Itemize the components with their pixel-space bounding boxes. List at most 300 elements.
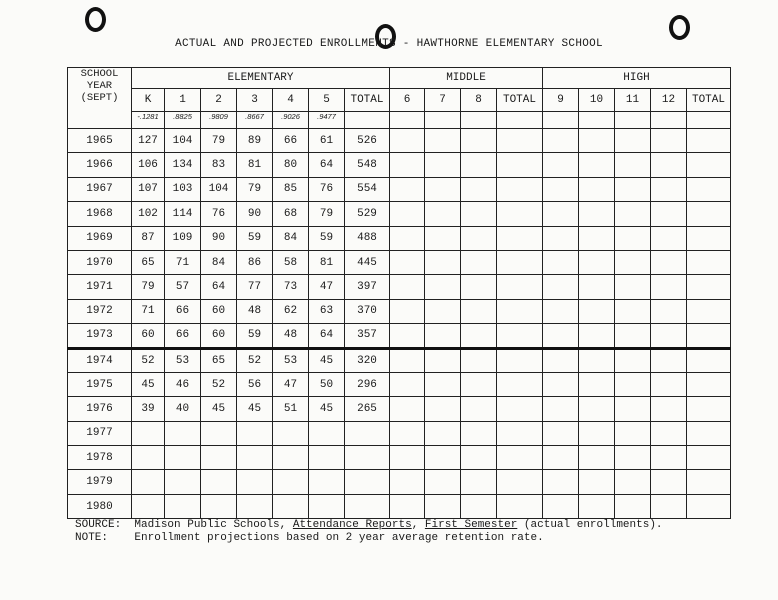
empty-cell <box>461 372 497 396</box>
empty-cell <box>461 299 497 323</box>
elementary-total-cell: 554 <box>345 177 390 201</box>
middle-header: MIDDLE <box>390 68 543 89</box>
empty-cell <box>543 226 579 250</box>
empty-header-cell <box>615 112 651 129</box>
middle-grade-header: 7 <box>425 89 461 112</box>
source-suffix: (actual enrollments). <box>517 519 663 531</box>
empty-cell <box>497 153 543 177</box>
elementary-total-cell: 320 <box>345 348 390 372</box>
empty-cell <box>497 324 543 348</box>
empty-cell <box>461 446 497 470</box>
enrollment-cell <box>309 421 345 445</box>
school-year-header: SCHOOL YEAR (SEPT) <box>68 68 132 129</box>
enrollment-cell: 84 <box>201 250 237 274</box>
empty-cell <box>543 275 579 299</box>
enrollment-cell: 65 <box>201 348 237 372</box>
enrollment-cell: 66 <box>165 299 201 323</box>
source-attendance-reports: Attendance Reports <box>292 519 412 531</box>
empty-cell <box>390 129 425 153</box>
empty-cell <box>579 324 615 348</box>
source-separator: , <box>411 519 425 531</box>
empty-cell <box>425 397 461 421</box>
enrollment-cell: 66 <box>165 324 201 348</box>
enrollment-cell: 76 <box>201 202 237 226</box>
enrollment-cell: 114 <box>165 202 201 226</box>
empty-cell <box>579 446 615 470</box>
enrollment-cell: 52 <box>237 348 273 372</box>
empty-cell <box>497 397 543 421</box>
retention-rate: .9809 <box>201 112 237 129</box>
table-row <box>68 250 731 274</box>
empty-header-cell <box>497 112 543 129</box>
enrollment-cell: 103 <box>165 177 201 201</box>
elementary-total-cell: 529 <box>345 202 390 226</box>
empty-cell <box>579 348 615 372</box>
empty-cell <box>651 299 687 323</box>
table-row <box>68 299 731 323</box>
year-cell: 1971 <box>68 275 132 299</box>
empty-cell <box>461 421 497 445</box>
enrollment-cell: 53 <box>273 348 309 372</box>
empty-cell <box>461 397 497 421</box>
elementary-total-cell: 445 <box>345 250 390 274</box>
empty-cell <box>425 177 461 201</box>
empty-cell <box>390 202 425 226</box>
year-cell: 1968 <box>68 202 132 226</box>
elementary-total-cell: 526 <box>345 129 390 153</box>
empty-cell <box>687 226 731 250</box>
empty-cell <box>497 299 543 323</box>
elementary-total-cell: 370 <box>345 299 390 323</box>
enrollment-cell <box>132 421 165 445</box>
empty-cell <box>461 250 497 274</box>
enrollment-cell <box>309 470 345 494</box>
elementary-total-cell: 296 <box>345 372 390 396</box>
empty-cell <box>615 177 651 201</box>
enrollment-cell: 85 <box>273 177 309 201</box>
empty-cell <box>543 324 579 348</box>
enrollment-cell: 45 <box>132 372 165 396</box>
empty-header-cell <box>345 112 390 129</box>
empty-cell <box>461 470 497 494</box>
empty-cell <box>615 494 651 518</box>
empty-cell <box>390 324 425 348</box>
empty-cell <box>579 177 615 201</box>
retention-rate: .8825 <box>165 112 201 129</box>
note-text: Enrollment projections based on <box>134 532 346 544</box>
empty-cell <box>461 129 497 153</box>
elementary-total-cell: 357 <box>345 324 390 348</box>
empty-cell <box>615 226 651 250</box>
empty-cell <box>615 250 651 274</box>
enrollment-cell: 81 <box>309 250 345 274</box>
empty-cell <box>651 275 687 299</box>
elementary-total-cell: 548 <box>345 153 390 177</box>
empty-cell <box>615 129 651 153</box>
table-row <box>68 324 731 348</box>
enrollment-cell: 90 <box>237 202 273 226</box>
enrollment-cell <box>165 446 201 470</box>
empty-cell <box>579 494 615 518</box>
punch-hole-left <box>85 7 106 32</box>
empty-cell <box>651 226 687 250</box>
enrollment-cell: 59 <box>237 324 273 348</box>
empty-cell <box>687 324 731 348</box>
elementary-total-cell <box>345 421 390 445</box>
year-cell: 1977 <box>68 421 132 445</box>
empty-cell <box>651 324 687 348</box>
year-cell: 1973 <box>68 324 132 348</box>
empty-cell <box>615 202 651 226</box>
table-row <box>68 348 731 372</box>
enrollment-cell: 52 <box>201 372 237 396</box>
empty-cell <box>687 421 731 445</box>
enrollment-cell: 79 <box>201 129 237 153</box>
empty-cell <box>390 470 425 494</box>
elem-grade-header: 4 <box>273 89 309 112</box>
empty-cell <box>687 348 731 372</box>
empty-cell <box>615 299 651 323</box>
empty-header-cell <box>390 112 425 129</box>
empty-header-cell <box>425 112 461 129</box>
empty-cell <box>615 348 651 372</box>
empty-cell <box>687 470 731 494</box>
empty-cell <box>497 202 543 226</box>
enrollment-cell: 51 <box>273 397 309 421</box>
enrollment-cell: 60 <box>201 324 237 348</box>
empty-cell <box>543 348 579 372</box>
enrollment-cell: 39 <box>132 397 165 421</box>
enrollment-cell <box>132 446 165 470</box>
empty-cell <box>390 153 425 177</box>
empty-cell <box>461 153 497 177</box>
empty-cell <box>390 372 425 396</box>
enrollment-cell <box>237 494 273 518</box>
empty-cell <box>543 397 579 421</box>
year-cell: 1969 <box>68 226 132 250</box>
table-row <box>68 397 731 421</box>
enrollment-cell <box>237 421 273 445</box>
empty-cell <box>651 446 687 470</box>
enrollment-cell: 48 <box>273 324 309 348</box>
empty-header-cell <box>579 112 615 129</box>
enrollment-cell <box>201 446 237 470</box>
empty-cell <box>579 421 615 445</box>
year-cell: 1972 <box>68 299 132 323</box>
empty-cell <box>543 177 579 201</box>
empty-header-cell <box>687 112 731 129</box>
empty-cell <box>579 250 615 274</box>
empty-header-cell <box>651 112 687 129</box>
empty-cell <box>425 324 461 348</box>
enrollment-cell: 66 <box>273 129 309 153</box>
enrollment-cell <box>309 494 345 518</box>
empty-cell <box>425 372 461 396</box>
high-grade-header: 9 <box>543 89 579 112</box>
empty-cell <box>497 129 543 153</box>
elementary-total-cell <box>345 470 390 494</box>
enrollment-cell <box>201 494 237 518</box>
enrollment-cell: 45 <box>309 348 345 372</box>
year-cell: 1967 <box>68 177 132 201</box>
enrollment-cell: 87 <box>132 226 165 250</box>
enrollment-cell <box>165 470 201 494</box>
year-cell: 1979 <box>68 470 132 494</box>
empty-cell <box>687 177 731 201</box>
empty-cell <box>615 275 651 299</box>
empty-cell <box>497 470 543 494</box>
table-row <box>68 275 731 299</box>
retention-rate: .8667 <box>237 112 273 129</box>
enrollment-cell: 68 <box>273 202 309 226</box>
empty-cell <box>579 397 615 421</box>
enrollment-cell: 134 <box>165 153 201 177</box>
empty-cell <box>687 372 731 396</box>
elem-grade-header: 5 <box>309 89 345 112</box>
enrollment-cell <box>273 446 309 470</box>
empty-cell <box>651 202 687 226</box>
table-row <box>68 446 731 470</box>
empty-cell <box>390 177 425 201</box>
empty-header-cell <box>461 112 497 129</box>
table-row <box>68 494 731 518</box>
enrollment-cell: 52 <box>132 348 165 372</box>
table-row <box>68 153 731 177</box>
elementary-total-cell: 488 <box>345 226 390 250</box>
enrollment-cell: 64 <box>201 275 237 299</box>
empty-cell <box>425 153 461 177</box>
enrollment-cell: 46 <box>165 372 201 396</box>
empty-cell <box>425 446 461 470</box>
empty-cell <box>651 250 687 274</box>
enrollment-cell: 84 <box>273 226 309 250</box>
empty-cell <box>687 250 731 274</box>
empty-cell <box>461 494 497 518</box>
enrollment-cell: 90 <box>201 226 237 250</box>
empty-cell <box>497 348 543 372</box>
empty-cell <box>497 494 543 518</box>
enrollment-cell <box>273 470 309 494</box>
elementary-total-cell <box>345 494 390 518</box>
year-cell: 1974 <box>68 348 132 372</box>
enrollment-cell: 58 <box>273 250 309 274</box>
enrollment-cell <box>132 494 165 518</box>
empty-cell <box>543 494 579 518</box>
empty-cell <box>579 470 615 494</box>
empty-cell <box>543 299 579 323</box>
empty-cell <box>651 397 687 421</box>
empty-cell <box>579 275 615 299</box>
empty-cell <box>461 324 497 348</box>
empty-cell <box>579 202 615 226</box>
enrollment-cell <box>201 470 237 494</box>
empty-cell <box>687 153 731 177</box>
retention-rate: -.1281 <box>132 112 165 129</box>
empty-cell <box>687 494 731 518</box>
enrollment-cell: 60 <box>201 299 237 323</box>
empty-cell <box>390 446 425 470</box>
empty-cell <box>651 470 687 494</box>
enrollment-cell: 77 <box>237 275 273 299</box>
empty-cell <box>497 446 543 470</box>
empty-cell <box>425 421 461 445</box>
empty-cell <box>615 397 651 421</box>
enrollment-cell: 76 <box>309 177 345 201</box>
note-number: 2 <box>345 532 353 544</box>
enrollment-cell: 59 <box>237 226 273 250</box>
empty-cell <box>425 470 461 494</box>
empty-cell <box>651 348 687 372</box>
enrollment-cell: 57 <box>165 275 201 299</box>
year-cell: 1965 <box>68 129 132 153</box>
enrollment-cell: 73 <box>273 275 309 299</box>
empty-cell <box>425 202 461 226</box>
enrollment-cell: 80 <box>273 153 309 177</box>
enrollment-cell <box>165 421 201 445</box>
enrollment-cell: 45 <box>201 397 237 421</box>
enrollment-cell: 60 <box>132 324 165 348</box>
enrollment-cell: 79 <box>309 202 345 226</box>
empty-cell <box>461 348 497 372</box>
enrollment-cell <box>273 421 309 445</box>
empty-cell <box>651 153 687 177</box>
empty-cell <box>579 299 615 323</box>
enrollment-cell: 86 <box>237 250 273 274</box>
source-label: SOURCE: <box>75 519 122 531</box>
enrollment-cell: 40 <box>165 397 201 421</box>
enrollment-cell <box>309 446 345 470</box>
table-row <box>68 421 731 445</box>
enrollment-cell: 79 <box>132 275 165 299</box>
empty-cell <box>390 421 425 445</box>
enrollment-cell: 59 <box>309 226 345 250</box>
enrollment-cell: 64 <box>309 324 345 348</box>
enrollment-cell: 61 <box>309 129 345 153</box>
empty-cell <box>543 153 579 177</box>
enrollment-cell: 71 <box>132 299 165 323</box>
empty-cell <box>651 372 687 396</box>
high-header: HIGH <box>543 68 731 89</box>
retention-rate: .9477 <box>309 112 345 129</box>
empty-cell <box>543 202 579 226</box>
elem-grade-header: 3 <box>237 89 273 112</box>
enrollment-cell <box>165 494 201 518</box>
empty-cell <box>615 372 651 396</box>
empty-cell <box>425 494 461 518</box>
empty-cell <box>497 275 543 299</box>
enrollment-cell: 127 <box>132 129 165 153</box>
empty-cell <box>425 129 461 153</box>
empty-cell <box>543 372 579 396</box>
enrollment-cell: 83 <box>201 153 237 177</box>
empty-cell <box>461 177 497 201</box>
elem-grade-header: TOTAL <box>345 89 390 112</box>
empty-cell <box>461 226 497 250</box>
enrollment-cell: 63 <box>309 299 345 323</box>
elementary-total-cell: 265 <box>345 397 390 421</box>
enrollment-cell <box>237 470 273 494</box>
empty-cell <box>615 421 651 445</box>
empty-cell <box>497 372 543 396</box>
empty-cell <box>615 446 651 470</box>
enrollment-cell: 62 <box>273 299 309 323</box>
empty-cell <box>390 275 425 299</box>
retention-rate: .9026 <box>273 112 309 129</box>
source-first-semester: First Semester <box>424 519 518 531</box>
high-grade-header: 11 <box>615 89 651 112</box>
enrollment-cell: 109 <box>165 226 201 250</box>
enrollment-cell: 106 <box>132 153 165 177</box>
enrollment-cell: 56 <box>237 372 273 396</box>
empty-cell <box>390 226 425 250</box>
empty-cell <box>390 397 425 421</box>
empty-cell <box>579 226 615 250</box>
enrollment-cell: 64 <box>309 153 345 177</box>
high-grade-header: 10 <box>579 89 615 112</box>
empty-cell <box>497 226 543 250</box>
enrollment-cell: 48 <box>237 299 273 323</box>
table-row <box>68 202 731 226</box>
empty-cell <box>425 275 461 299</box>
enrollment-cell: 53 <box>165 348 201 372</box>
empty-cell <box>579 372 615 396</box>
empty-cell <box>461 275 497 299</box>
empty-cell <box>543 129 579 153</box>
enrollment-cell: 107 <box>132 177 165 201</box>
empty-cell <box>543 250 579 274</box>
empty-cell <box>425 250 461 274</box>
empty-cell <box>497 177 543 201</box>
empty-header-cell <box>543 112 579 129</box>
middle-grade-header: 6 <box>390 89 425 112</box>
enrollment-table <box>67 67 731 519</box>
empty-cell <box>390 299 425 323</box>
elementary-total-cell <box>345 446 390 470</box>
empty-cell <box>687 275 731 299</box>
enrollment-cell: 81 <box>237 153 273 177</box>
elementary-total-cell: 397 <box>345 275 390 299</box>
enrollment-cell <box>273 494 309 518</box>
empty-cell <box>579 153 615 177</box>
empty-cell <box>390 250 425 274</box>
table-row <box>68 177 731 201</box>
page-title: ACTUAL AND PROJECTED ENROLLMENTS - HAWTHORNE ELEMENTARY SCHOOL <box>175 38 603 50</box>
empty-cell <box>543 421 579 445</box>
empty-cell <box>651 177 687 201</box>
table-row <box>68 372 731 396</box>
empty-cell <box>390 494 425 518</box>
middle-grade-header: TOTAL <box>497 89 543 112</box>
table-row <box>68 129 731 153</box>
high-grade-header: TOTAL <box>687 89 731 112</box>
source-text: Madison Public Schools, <box>134 519 293 531</box>
enrollment-cell <box>237 446 273 470</box>
punch-hole-right <box>669 15 690 40</box>
table-row <box>68 470 731 494</box>
high-grade-header: 12 <box>651 89 687 112</box>
empty-cell <box>425 226 461 250</box>
empty-cell <box>615 324 651 348</box>
empty-cell <box>687 202 731 226</box>
enrollment-cell: 71 <box>165 250 201 274</box>
elem-grade-header: K <box>132 89 165 112</box>
year-cell: 1978 <box>68 446 132 470</box>
elem-grade-header: 1 <box>165 89 201 112</box>
notes <box>75 519 663 545</box>
empty-cell <box>543 446 579 470</box>
enrollment-cell: 89 <box>237 129 273 153</box>
enrollment-cell: 47 <box>309 275 345 299</box>
